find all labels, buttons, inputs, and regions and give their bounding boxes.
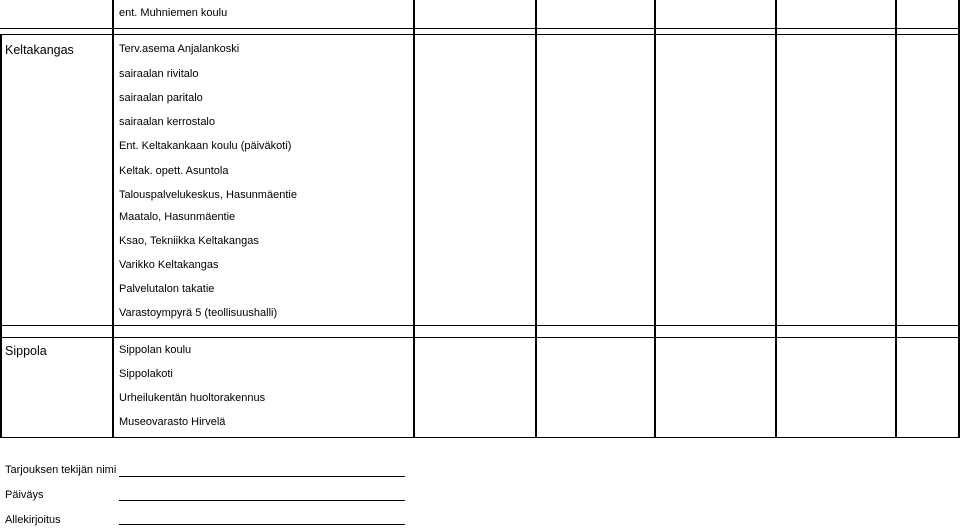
location-name: Sippolakoti: [119, 368, 173, 380]
location-name: Museovarasto Hirvelä: [119, 416, 226, 428]
date-line[interactable]: [119, 500, 405, 501]
column-divider: [775, 0, 777, 438]
signature-label: Allekirjoitus: [5, 514, 61, 526]
row-divider: [0, 34, 960, 35]
location-name: sairaalan kerrostalo: [119, 116, 215, 128]
row-divider: [0, 325, 960, 326]
date-label: Päiväys: [5, 489, 44, 501]
area-name: Keltakangas: [5, 43, 74, 57]
location-name: Terv.asema Anjalankoski: [119, 43, 240, 55]
row-divider: [0, 28, 960, 29]
location-name: sairaalan rivitalo: [119, 68, 199, 80]
signature-line[interactable]: [119, 524, 405, 525]
location-name: ent. Muhniemen koulu: [119, 7, 228, 19]
column-divider: [654, 0, 656, 438]
bidder-name-line[interactable]: [119, 476, 405, 477]
location-name: Talouspalvelukeskus, Hasunmäentie: [119, 189, 297, 201]
location-name: Palvelutalon takatie: [119, 283, 215, 295]
location-name: sairaalan paritalo: [119, 92, 203, 104]
bidder-name-label: Tarjouksen tekijän nimi: [5, 464, 117, 476]
column-divider: [895, 0, 897, 438]
column-divider: [413, 0, 415, 438]
location-name: Varikko Keltakangas: [119, 259, 219, 271]
column-divider: [0, 34, 2, 438]
location-name: Keltak. opett. Asuntola: [119, 165, 229, 177]
column-divider: [112, 0, 114, 438]
location-name: Sippolan koulu: [119, 344, 192, 356]
area-name: Sippola: [5, 344, 47, 358]
location-name: Ent. Keltakankaan koulu (päiväkoti): [119, 140, 292, 152]
location-name: Varastoympyrä 5 (teollisuushalli): [119, 307, 278, 319]
column-divider: [535, 0, 537, 438]
location-name: Urheilukentän huoltorakennus: [119, 392, 266, 404]
location-name: Ksao, Tekniikka Keltakangas: [119, 235, 259, 247]
row-divider: [0, 337, 960, 338]
location-name: Maatalo, Hasunmäentie: [119, 211, 236, 223]
row-divider: [0, 437, 960, 438]
